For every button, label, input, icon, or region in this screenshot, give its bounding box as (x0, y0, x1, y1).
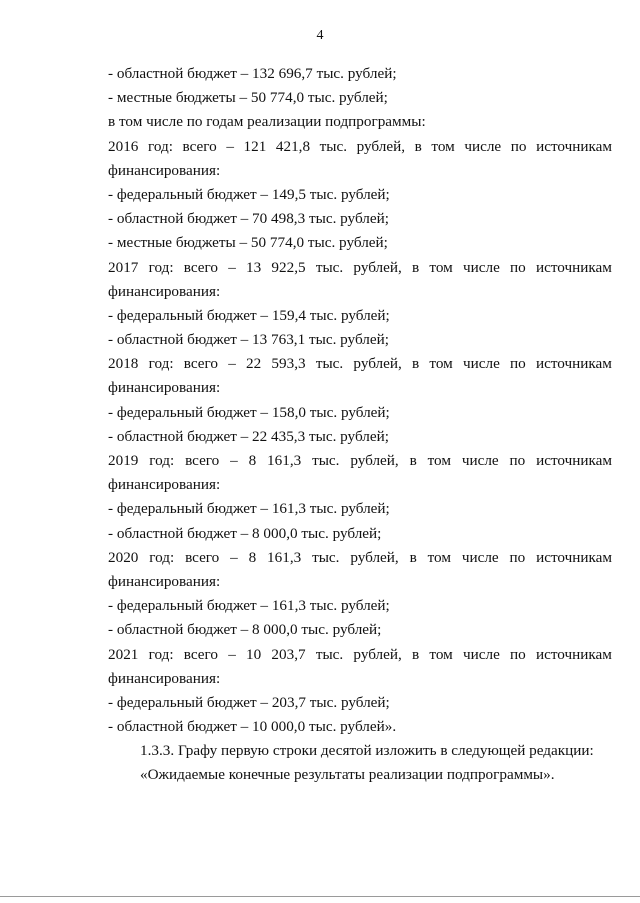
word: 10 (246, 645, 262, 663)
word: 13 (246, 258, 262, 276)
page-number: 4 (316, 28, 324, 43)
word: числе (464, 137, 502, 155)
word: том (427, 452, 451, 469)
word: источникам (536, 258, 612, 276)
word: – (228, 645, 236, 663)
text-line: - областной бюджет – 132 696,7 тыс. рублей; (108, 65, 397, 82)
word: всего (183, 355, 218, 373)
word: 2019 (108, 452, 139, 469)
word: числе (461, 452, 499, 469)
word: рублей, (356, 137, 406, 155)
word: по (509, 548, 526, 566)
word: числе (463, 355, 500, 373)
word: год: (148, 258, 174, 276)
word: всего (185, 452, 220, 469)
word: всего (185, 548, 220, 566)
word: всего (183, 645, 218, 663)
word: год: (148, 355, 174, 373)
year-funding-line (108, 449, 612, 473)
word: 593,3 (271, 355, 306, 373)
word: в (412, 355, 420, 373)
word: 121 (243, 137, 267, 155)
text-line: - областной бюджет – 8 000,0 тыс. рублей; (108, 524, 382, 542)
word: в (409, 548, 417, 566)
word: том (429, 645, 453, 663)
text-line: финансирования: (108, 161, 221, 179)
word: год: (149, 452, 175, 469)
word: источникам (536, 137, 612, 155)
text-line: - федеральный бюджет – 203,7 тыс. рублей; (108, 693, 390, 711)
paragraph-line: 1.3.3. Графу первую строки десятой изложить в следующей редакции: (140, 742, 594, 760)
word: источникам (536, 645, 612, 663)
word: всего (183, 258, 218, 276)
word: год: (148, 645, 174, 663)
word: в (409, 452, 417, 469)
word: по (510, 645, 526, 663)
word: в (414, 137, 422, 155)
word: рублей, (353, 645, 402, 663)
word: – (230, 452, 238, 469)
word: том (431, 137, 455, 155)
year-funding-line (108, 256, 612, 280)
text-line: - областной бюджет – 70 498,3 тыс. рублей; (108, 210, 389, 228)
word: – (228, 258, 236, 276)
word: источникам (536, 355, 612, 373)
word: 2020 (108, 548, 139, 566)
text-line: в том числе по годам реализации подпрограммы: (108, 113, 426, 131)
year-funding-line (108, 135, 612, 159)
word: числе (461, 548, 499, 566)
word: 161,3 (267, 548, 302, 566)
year-funding-line (108, 546, 612, 570)
word: 2018 (108, 355, 139, 373)
word: тыс. (319, 137, 348, 155)
word: тыс. (312, 452, 340, 469)
year-funding-line (108, 352, 612, 376)
word: по (510, 355, 526, 373)
paragraph-line: «Ожидаемые конечные результаты реализации подпрограммы». (140, 766, 555, 784)
text-line: - федеральный бюджет – 158,0 тыс. рублей; (108, 403, 390, 421)
word: – (228, 355, 236, 373)
word: рублей, (353, 355, 402, 373)
word: в (412, 645, 420, 663)
word: – (230, 548, 238, 566)
text-line: - областной бюджет – 22 435,3 тыс. рублей; (108, 427, 389, 445)
text-line: финансирования: (108, 282, 221, 300)
text-line: финансирования: (108, 379, 221, 397)
text-line: - федеральный бюджет – 161,3 тыс. рублей; (108, 597, 390, 615)
text-line: - федеральный бюджет – 159,4 тыс. рублей; (108, 306, 390, 324)
text-line: финансирования: (108, 669, 221, 687)
text-line: - местные бюджеты – 50 774,0 тыс. рублей; (108, 234, 388, 252)
word: по (509, 452, 526, 469)
word: 22 (246, 355, 262, 373)
year-funding-line (108, 643, 612, 667)
text-line: - федеральный бюджет – 161,3 тыс. рублей; (108, 500, 390, 518)
word: тыс. (315, 355, 344, 373)
text-line: - областной бюджет – 10 000,0 тыс. рублей». (108, 718, 397, 736)
word: числе (463, 645, 500, 663)
document-body (108, 62, 612, 788)
word: 922,5 (271, 258, 306, 276)
word: в (412, 258, 420, 276)
word: тыс. (315, 258, 344, 276)
word: том (427, 548, 451, 566)
word: 2017 (108, 258, 139, 276)
word: всего (182, 137, 217, 155)
word: год: (149, 548, 175, 566)
word: рублей, (350, 548, 399, 566)
word: 8 (248, 548, 257, 566)
word: по (510, 137, 527, 155)
word: тыс. (315, 645, 344, 663)
text-line: - местные бюджеты – 50 774,0 тыс. рублей; (108, 89, 388, 107)
word: том (429, 258, 453, 276)
text-line: финансирования: (108, 572, 221, 590)
word: по (510, 258, 526, 276)
page-bottom-edge (0, 896, 640, 897)
text-line: финансирования: (108, 476, 221, 494)
word: 161,3 (267, 452, 302, 469)
word: рублей, (350, 452, 399, 469)
word: источникам (536, 548, 612, 566)
word: тыс. (312, 548, 340, 566)
word: год: (147, 137, 173, 155)
text-line: - федеральный бюджет – 149,5 тыс. рублей; (108, 185, 390, 203)
word: 2021 (108, 645, 139, 663)
word: том (429, 355, 453, 373)
word: 421,8 (275, 137, 311, 155)
word: рублей, (353, 258, 402, 276)
text-line: - областной бюджет – 13 763,1 тыс. рублей; (108, 331, 389, 349)
word: – (226, 137, 234, 155)
word: источникам (536, 452, 612, 469)
word: 8 (248, 452, 257, 469)
word: 203,7 (271, 645, 306, 663)
word: 2016 (108, 137, 139, 155)
text-line: - областной бюджет – 8 000,0 тыс. рублей; (108, 621, 382, 639)
word: числе (463, 258, 500, 276)
